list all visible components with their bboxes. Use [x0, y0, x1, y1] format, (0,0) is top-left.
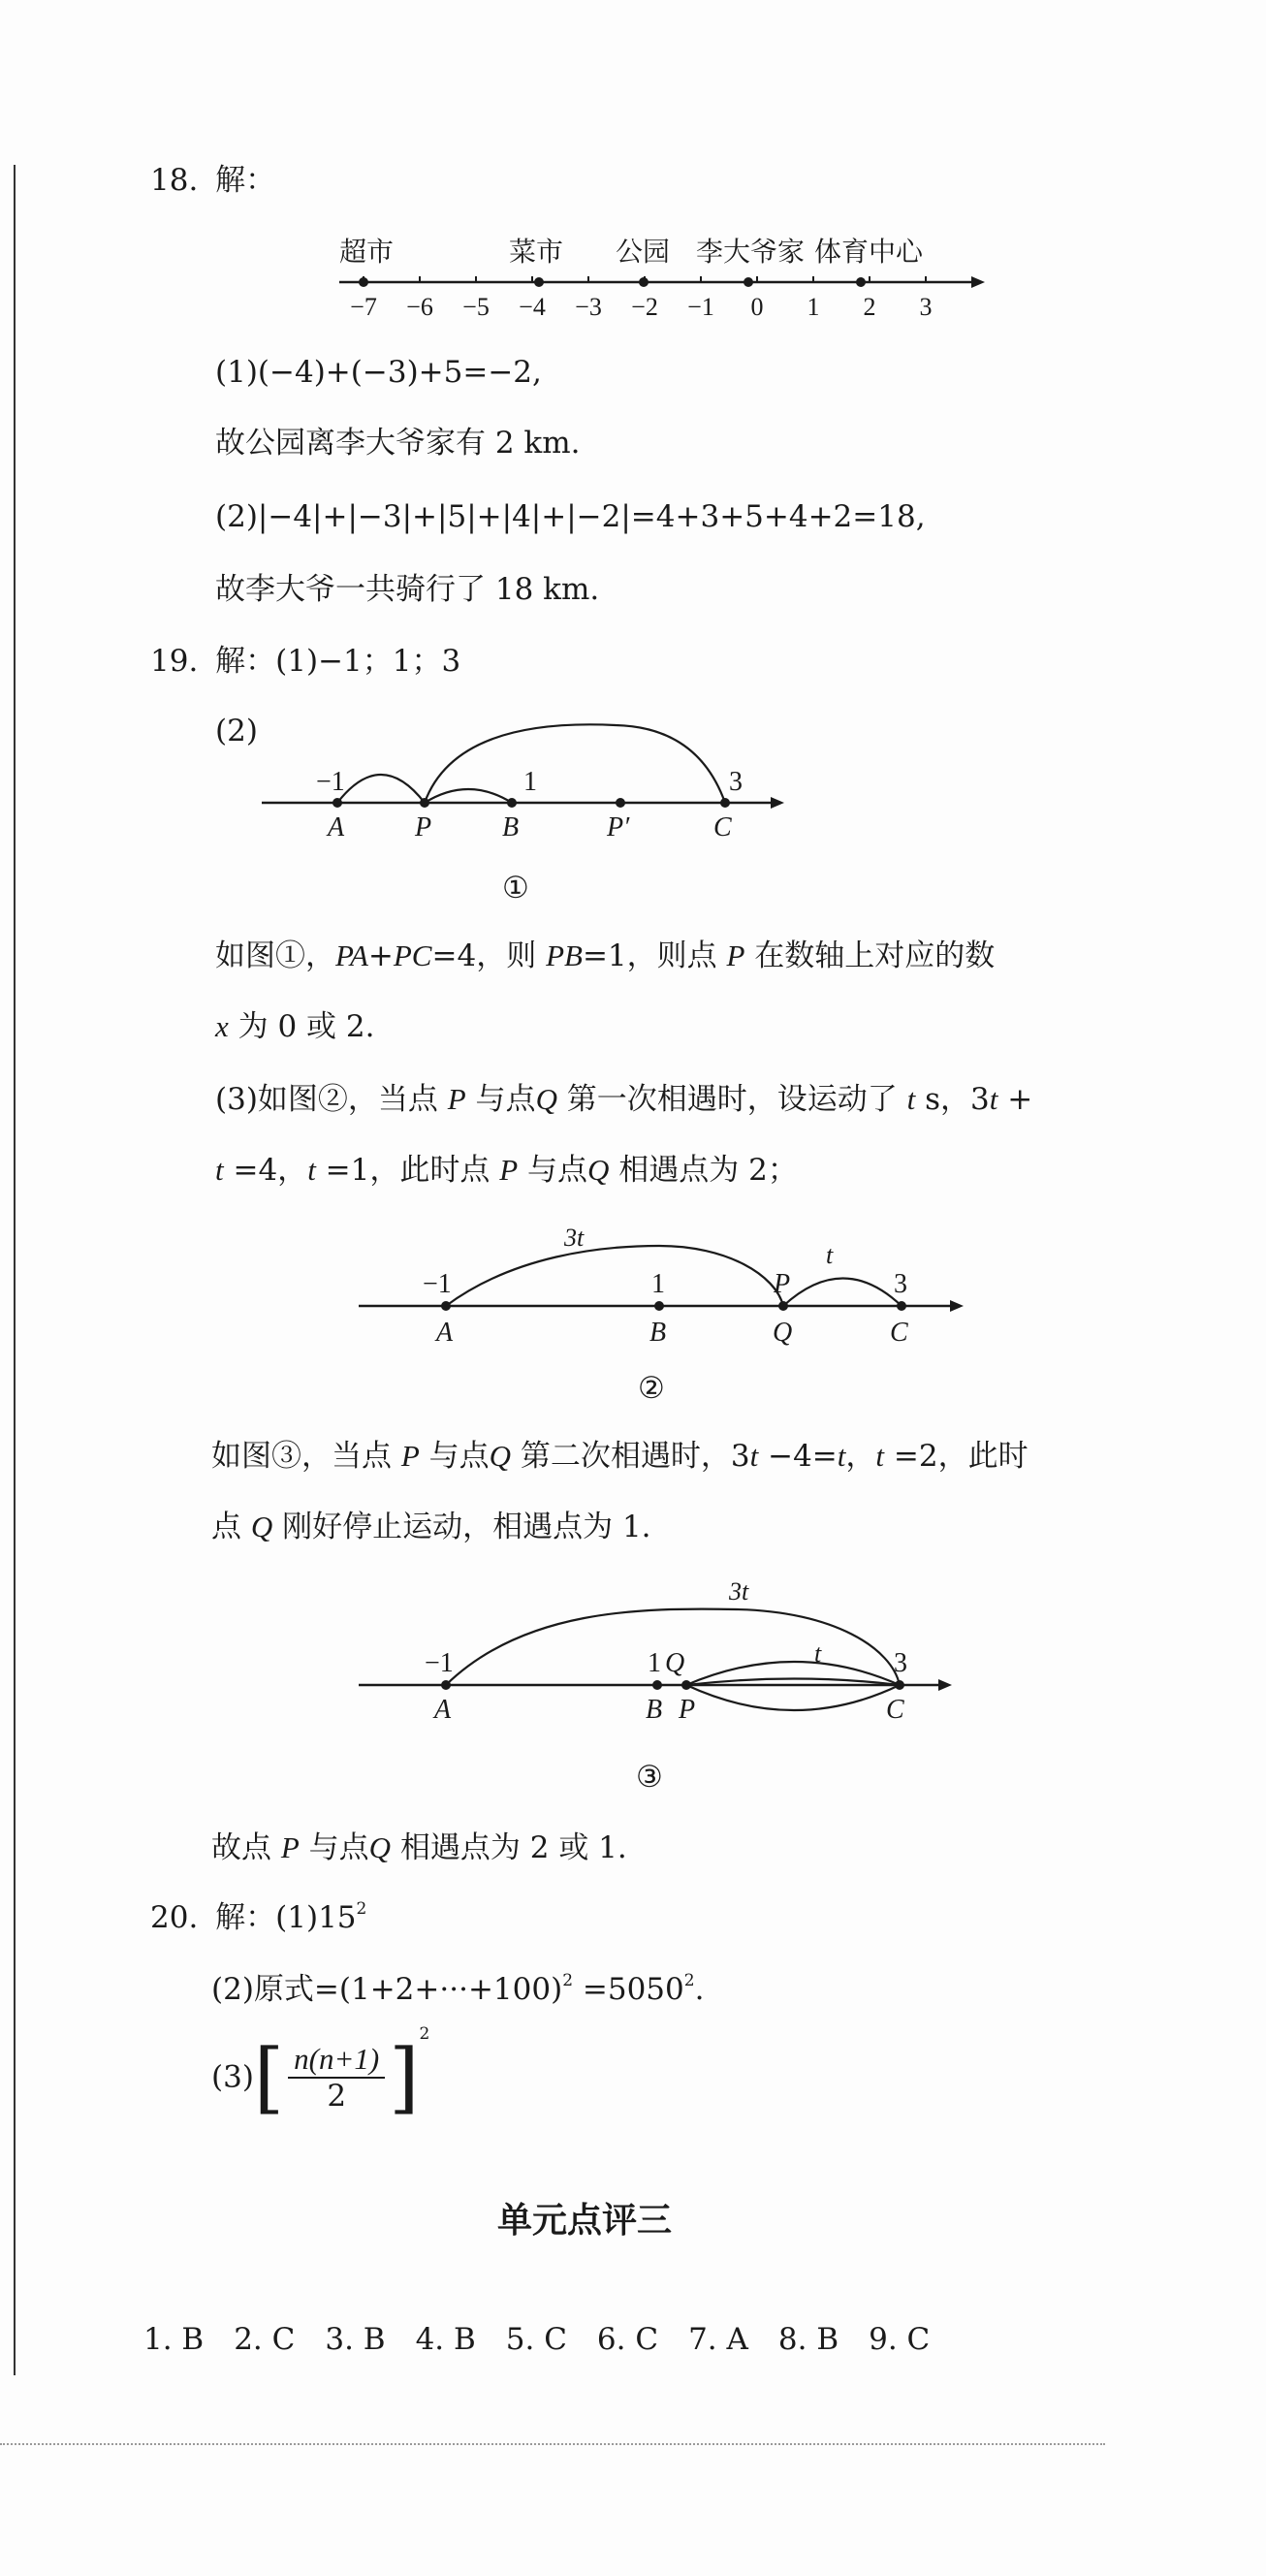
fraction: [288, 2042, 385, 2114]
superscript: 2: [356, 1899, 367, 1919]
figure-1: [252, 708, 795, 853]
q19-header: [150, 642, 460, 681]
q18-line-2: 故公园离李大爷家有 2 km.: [215, 426, 581, 461]
point-label: B: [646, 1695, 663, 1725]
text: 在数轴上对应的数: [744, 938, 996, 973]
text: 与点: [518, 1153, 588, 1188]
figure-2: [349, 1217, 969, 1362]
upper-point-label: P: [774, 1269, 791, 1299]
tick-label: 1: [807, 293, 820, 321]
text: 与点: [465, 1082, 536, 1117]
text: 如图③，当点: [211, 1439, 401, 1474]
var: P: [280, 1830, 300, 1864]
text: (3)如图②，当点: [215, 1082, 448, 1117]
number-label: 3: [729, 767, 743, 797]
left-bracket: [: [253, 2031, 285, 2122]
point-market: [534, 277, 544, 287]
var: t: [906, 1082, 916, 1116]
figure-1-caption: ①: [502, 871, 529, 906]
point-sports-center: [856, 277, 866, 287]
var: PB: [546, 938, 583, 972]
text: =1，此时点: [315, 1153, 500, 1188]
right-bracket: ]: [389, 2031, 420, 2122]
point-label: P′: [607, 812, 630, 843]
point-label: C: [886, 1695, 904, 1725]
number-label: −1: [423, 1269, 452, 1299]
var: P: [499, 1153, 519, 1187]
var: t: [215, 1153, 224, 1187]
point-label: B: [649, 1318, 667, 1348]
point-label: A: [328, 812, 345, 843]
answer-key: 1. B 2. C 3. B 4. B 5. C 6. C 7. A 8. B 9. C: [143, 2322, 931, 2357]
text: =2，此时: [884, 1439, 1029, 1474]
text: (3): [211, 2059, 254, 2095]
text: s，3: [915, 1082, 990, 1117]
number-label: 1: [523, 767, 537, 797]
tick-label: −1: [687, 293, 714, 321]
point-label: C: [713, 812, 732, 843]
text: 如图①，: [215, 938, 335, 973]
text: −4=: [758, 1439, 838, 1474]
var: PA: [335, 938, 368, 972]
denominator: 2: [327, 2078, 347, 2114]
tick-label: 2: [863, 293, 876, 321]
text: 相遇点为 2；: [609, 1153, 798, 1188]
superscript: 2: [683, 1971, 695, 1990]
var: P: [447, 1082, 466, 1116]
var: P: [400, 1439, 420, 1473]
text: 刚好停止运动，相遇点为 1.: [272, 1510, 651, 1544]
q19-para-7: [211, 1829, 627, 1867]
superscript: 2: [562, 1971, 574, 1990]
var: Q: [489, 1439, 512, 1473]
number-label: 1: [648, 1648, 661, 1678]
q18-line-3: (2)|−4|+|−3|+|5|+|4|+|−2|=4+3+5+4+2=18,: [215, 499, 926, 534]
numerator: n(n+1): [288, 2042, 385, 2079]
left-margin-rule: [14, 165, 16, 2375]
var: PC: [393, 938, 432, 972]
text: 点: [211, 1510, 251, 1544]
q20-line-1: [215, 1900, 366, 1935]
superscript: 2: [419, 2024, 430, 2044]
dotted-divider: [0, 2443, 1105, 2445]
point-label: P: [679, 1695, 696, 1725]
text: 故点: [211, 1830, 281, 1865]
point-park: [639, 277, 649, 287]
point-label: B: [502, 812, 520, 843]
section-title: 单元点评三: [497, 2201, 673, 2241]
var: Q: [250, 1510, 273, 1543]
var: Q: [587, 1153, 610, 1187]
q19-number: 19.: [150, 644, 199, 679]
text: 解：(1)15: [215, 1900, 357, 1935]
text: .: [694, 1972, 705, 2007]
number-label: 3: [894, 1648, 907, 1678]
q18-number: 18.: [150, 163, 199, 198]
q19-para-6: [211, 1508, 651, 1546]
q20-line-2: [211, 1970, 704, 2009]
var: t: [989, 1082, 998, 1116]
tick-label: −7: [350, 293, 377, 321]
number-label: 1: [651, 1269, 665, 1299]
text: 第一次相遇时，设运动了: [556, 1082, 907, 1117]
q18-number-line: [320, 228, 998, 325]
place-label: 菜市: [509, 236, 564, 268]
number-label: −1: [316, 767, 345, 797]
q19-para-5: [211, 1437, 1029, 1476]
figure-3: [349, 1571, 969, 1755]
q18-header: [150, 161, 275, 200]
var: t: [837, 1439, 846, 1473]
arc-label: t: [826, 1241, 834, 1269]
place-label: 公园: [616, 236, 671, 268]
q19-para-1: [215, 937, 995, 975]
point-supermarket: [359, 277, 368, 287]
text: 第二次相遇时，3: [511, 1439, 750, 1474]
text: ，: [845, 1439, 876, 1474]
q18-line-4: 故李大爷一共骑行了 18 km.: [215, 572, 600, 607]
tick-label: 3: [919, 293, 933, 321]
q19-line-2: (2): [215, 714, 258, 748]
text: 与点: [299, 1830, 369, 1865]
text: =4，则: [431, 938, 547, 973]
arc-label: 3t: [564, 1224, 585, 1252]
number-label: −1: [425, 1648, 454, 1678]
text: +: [367, 938, 394, 973]
text: (2)原式=(1+2+···+100): [211, 1972, 563, 2007]
arc-label: t: [814, 1639, 822, 1668]
text: 与点: [419, 1439, 490, 1474]
text: =1，则点: [582, 938, 727, 973]
q20-header: [150, 1898, 366, 1937]
point-label: A: [434, 1695, 452, 1725]
q20-line-3: [211, 2024, 430, 2122]
tick-label: −3: [575, 293, 602, 321]
tick-label: −4: [519, 293, 546, 321]
q19-para-3: [215, 1080, 1032, 1119]
figure-2-caption: ②: [638, 1371, 665, 1406]
place-label: 超市: [339, 236, 395, 268]
number-label: 3: [894, 1269, 907, 1299]
tick-label: −5: [462, 293, 490, 321]
q19-line-1: 解：(1)−1；1；3: [215, 644, 461, 679]
var: x: [215, 1009, 229, 1043]
text: =4，: [223, 1153, 308, 1188]
q18-line-1: (1)(−4)+(−3)+5=−2,: [215, 355, 542, 390]
var: t: [749, 1439, 759, 1473]
place-label: 李大爷家: [696, 236, 806, 268]
point-label: A: [436, 1318, 454, 1348]
figure-3-caption: ③: [636, 1760, 663, 1795]
var: t: [875, 1439, 885, 1473]
text: +: [997, 1082, 1033, 1117]
arc-label: 3t: [729, 1577, 749, 1606]
tick-label: 0: [750, 293, 764, 321]
point-label: P: [415, 812, 432, 843]
var: Q: [368, 1830, 392, 1864]
var: t: [307, 1153, 316, 1187]
text: =5050: [573, 1972, 684, 2007]
q18-jie: 解：: [215, 163, 276, 198]
text: 为 0 或 2.: [228, 1009, 375, 1044]
var: Q: [535, 1082, 557, 1116]
point-home: [744, 277, 753, 287]
point-label: Q: [773, 1318, 793, 1348]
place-label: 体育中心: [814, 236, 924, 268]
tick-label: −6: [406, 293, 433, 321]
q19-para-4: [215, 1151, 798, 1190]
q19-para-2: [215, 1007, 374, 1046]
point-label: C: [890, 1318, 908, 1348]
var: P: [726, 938, 745, 972]
q20-number: 20.: [150, 1900, 199, 1935]
tick-label: −2: [631, 293, 658, 321]
upper-point-label: Q: [665, 1648, 685, 1678]
text: 相遇点为 2 或 1.: [391, 1830, 627, 1865]
